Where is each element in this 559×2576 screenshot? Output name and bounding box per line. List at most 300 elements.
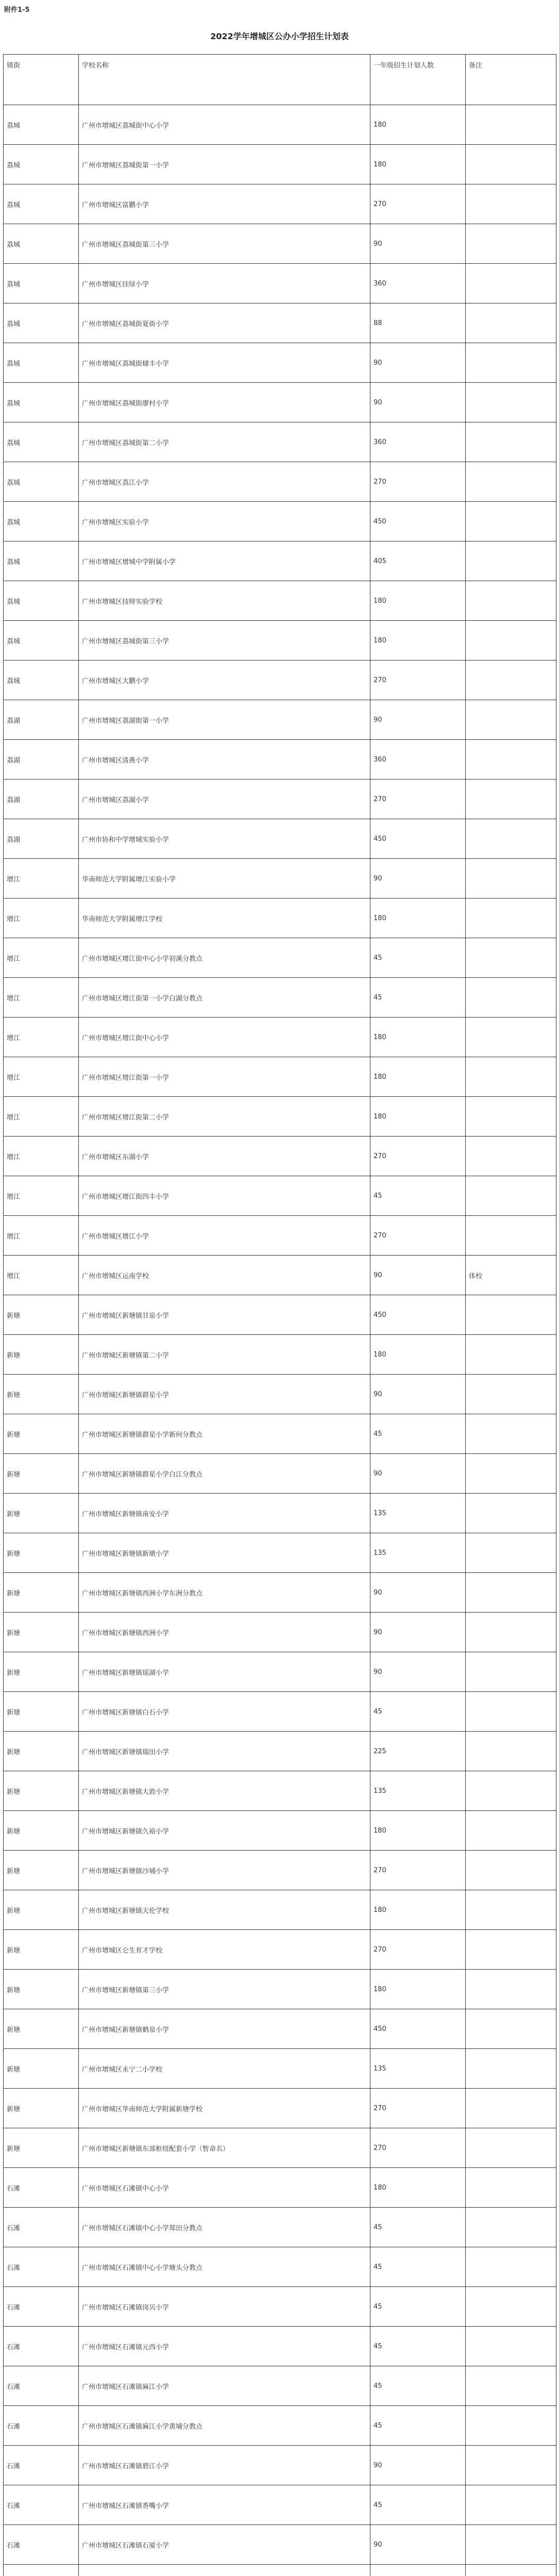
cell-town: 新塘 (4, 1613, 79, 1652)
cell-note (466, 660, 556, 700)
cell-town: 新塘 (4, 1771, 79, 1811)
cell-town: 新塘 (4, 1573, 79, 1613)
cell-school-name: 广州市增城区增江街中心小学初溪分教点 (79, 938, 370, 978)
cell-enrollment-count: 90 (370, 1613, 466, 1652)
cell-enrollment-count: 90 (370, 224, 466, 264)
cell-school-name: 广州市增城区增江小学 (79, 1216, 370, 1256)
cell-school-name: 广州市增城区石滩镇碧江小学 (79, 2446, 370, 2485)
cell-note (466, 978, 556, 1018)
cell-town: 增江 (4, 1097, 79, 1137)
cell-town: 石滩 (4, 2446, 79, 2485)
cell-school-name: 华南师范大学附属增江实验小学 (79, 859, 370, 899)
cell-school-name: 广州市增城区运南学校 (79, 1256, 370, 1295)
cell-note (466, 1930, 556, 1970)
cell-school-name: 广州市增城区荔城街第三小学 (79, 621, 370, 660)
cell-town: 新塘 (4, 1851, 79, 1890)
cell-note (466, 2406, 556, 2446)
cell-enrollment-count: 180 (370, 1970, 466, 2009)
cell-town: 增江 (4, 1176, 79, 1216)
cell-school-name: 广州市协和中学增城实验小学 (79, 819, 370, 859)
cell-town: 新塘 (4, 1930, 79, 1970)
cell-enrollment-count: 270 (370, 462, 466, 502)
cell-town: 荔城 (4, 343, 79, 383)
cell-school-name: 广州市增城区石滩镇中心小学郑田分教点 (79, 2208, 370, 2247)
cell-enrollment-count: 45 (370, 2485, 466, 2525)
cell-note (466, 2128, 556, 2168)
cell-enrollment-count: 180 (370, 1890, 466, 1930)
cell-town: 荔城 (4, 621, 79, 660)
table-row (4, 819, 556, 859)
table-row (4, 2247, 556, 2287)
cell-school-name: 广州市增城区新塘镇南安小学 (79, 1494, 370, 1533)
cell-school-name: 广州市增城区新塘镇第三小学 (79, 1970, 370, 2009)
cell-enrollment-count: 270 (370, 184, 466, 224)
table-row (4, 1295, 556, 1335)
cell-note (466, 1811, 556, 1851)
cell-school-name: 广州市增城区永宁二小学校 (79, 2049, 370, 2089)
table-row (4, 1454, 556, 1494)
enrollment-plan-table (3, 54, 556, 2576)
cell-note (466, 2327, 556, 2366)
cell-note (466, 462, 556, 502)
table-row (4, 1216, 556, 1256)
cell-town: 增江 (4, 938, 79, 978)
table-row (4, 1851, 556, 1890)
cell-town: 荔城 (4, 660, 79, 700)
cell-town: 新塘 (4, 1335, 79, 1375)
table-row (4, 1533, 556, 1573)
table-row (4, 1692, 556, 1732)
cell-enrollment-count: 180 (370, 1335, 466, 1375)
cell-note (466, 541, 556, 581)
cell-school-name: 广州市增城区新塘镇群星小学新何分教点 (79, 1414, 370, 1454)
cell-note (466, 2525, 556, 2565)
cell-enrollment-count: 90 (370, 1375, 466, 1414)
cell-town: 新塘 (4, 2009, 79, 2049)
cell-note (466, 1176, 556, 1216)
cell-school-name: 广州市增城区新塘镇久裕小学 (79, 1811, 370, 1851)
cell-enrollment-count: 180 (370, 105, 466, 145)
cell-town: 荔城 (4, 105, 79, 145)
cell-note (466, 1613, 556, 1652)
cell-town: 荔城 (4, 541, 79, 581)
cell-enrollment-count: 270 (370, 660, 466, 700)
cell-town: 石滩 (4, 2327, 79, 2366)
table-row (4, 105, 556, 145)
cell-note (466, 1970, 556, 2009)
header-school: 学校名称 (79, 55, 370, 105)
table-row (4, 1018, 556, 1057)
table-row (4, 2446, 556, 2485)
cell-town: 荔城 (4, 383, 79, 422)
cell-note (466, 1414, 556, 1454)
cell-town: 石滩 (4, 2287, 79, 2327)
cell-town: 新塘 (4, 2128, 79, 2168)
cell-school-name: 广州市增城区荔城街中心小学 (79, 105, 370, 145)
cell-note (466, 1454, 556, 1494)
cell-school-name: 华南师范大学附属增江学校 (79, 899, 370, 938)
table-row (4, 2208, 556, 2247)
cell-school-name: 广州市增城区石滩镇麻江小学黄埔分教点 (79, 2406, 370, 2446)
cell-note (466, 1494, 556, 1533)
cell-note (466, 2366, 556, 2406)
cell-school-name: 广州市增城区新塘镇群星小学白江分教点 (79, 1454, 370, 1494)
table-row (4, 184, 556, 224)
header-count: 一年级招生计划人数 (370, 55, 466, 105)
cell-enrollment-count: 135 (370, 1494, 466, 1533)
table-row (4, 899, 556, 938)
cell-note (466, 1573, 556, 1613)
cell-school-name: 广州市增城区新塘镇天伦学校 (79, 1890, 370, 1930)
cell-town: 新塘 (4, 1732, 79, 1771)
cell-note (466, 2089, 556, 2128)
table-row (4, 2406, 556, 2446)
table-row (4, 1335, 556, 1375)
cell-note (466, 1890, 556, 1930)
cell-school-name: 广州市增城区增江街第一小学白湖分教点 (79, 978, 370, 1018)
cell-enrollment-count: 180 (370, 1097, 466, 1137)
cell-note: 体校 (466, 1256, 556, 1295)
cell-school-name: 广州市增城区华南师范大学附属新塘学校 (79, 2089, 370, 2128)
cell-note (466, 938, 556, 978)
cell-note (466, 2485, 556, 2525)
cell-town: 增江 (4, 1256, 79, 1295)
cell-enrollment-count: 90 (370, 383, 466, 422)
cell-enrollment-count: 360 (370, 422, 466, 462)
table-row (4, 1137, 556, 1176)
cell-town: 增江 (4, 1216, 79, 1256)
table-row (4, 145, 556, 184)
cell-enrollment-count: 45 (370, 2366, 466, 2406)
table-row (4, 1057, 556, 1097)
cell-note (466, 2049, 556, 2089)
table-row (4, 502, 556, 541)
cell-school-name: 广州市增城区增城中学附属小学 (79, 541, 370, 581)
cell-enrollment-count: 45 (370, 2287, 466, 2327)
table-row (4, 1771, 556, 1811)
table-row (4, 1890, 556, 1930)
cell-note (466, 2247, 556, 2287)
table-row (4, 2327, 556, 2366)
cell-school-name: 广州市增城区增江街第一小学 (79, 1057, 370, 1097)
table-row (4, 2366, 556, 2406)
table-row (4, 978, 556, 1018)
cell-town: 增江 (4, 1057, 79, 1097)
cell-enrollment-count: 88 (370, 303, 466, 343)
cell-school-name: 广州市增城区新塘镇群星小学 (79, 1375, 370, 1414)
cell-town: 新塘 (4, 1454, 79, 1494)
cell-note (466, 1097, 556, 1137)
cell-enrollment-count: 180 (370, 899, 466, 938)
cell-note (466, 859, 556, 899)
table-row (4, 2089, 556, 2128)
cell-enrollment-count: 180 (370, 1057, 466, 1097)
cell-enrollment-count: 180 (370, 2168, 466, 2208)
cell-note (466, 700, 556, 740)
table-row (4, 2565, 556, 2576)
cell-enrollment-count: 90 (370, 1573, 466, 1613)
cell-town: 新塘 (4, 1295, 79, 1335)
cell-town: 荔城 (4, 224, 79, 264)
cell-town: 新塘 (4, 1533, 79, 1573)
cell-school-name: 广州市增城区石滩镇中心小学 (79, 2168, 370, 2208)
cell-enrollment-count: 270 (370, 779, 466, 819)
cell-enrollment-count: 450 (370, 819, 466, 859)
table-row (4, 1375, 556, 1414)
cell-enrollment-count: 90 (370, 1652, 466, 1692)
cell-note (466, 1732, 556, 1771)
cell-enrollment-count: 450 (370, 2009, 466, 2049)
cell-note (466, 1057, 556, 1097)
table-row (4, 2009, 556, 2049)
cell-note (466, 184, 556, 224)
cell-town: 石滩 (4, 2485, 79, 2525)
table-row (4, 1256, 556, 1295)
cell-note (466, 621, 556, 660)
cell-town: 新塘 (4, 1652, 79, 1692)
cell-enrollment-count: 90 (370, 2525, 466, 2565)
cell-note (466, 1851, 556, 1890)
cell-town: 荔城 (4, 422, 79, 462)
cell-town: 石滩 (4, 2525, 79, 2565)
cell-note (466, 264, 556, 303)
cell-note (466, 1018, 556, 1057)
cell-note (466, 105, 556, 145)
cell-note (466, 502, 556, 541)
cell-note (466, 899, 556, 938)
table-body (4, 55, 556, 2576)
table-row (4, 2287, 556, 2327)
cell-enrollment-count: 270 (370, 1137, 466, 1176)
cell-school-name: 广州市增城区新塘镇东部枢纽配套小学（暂命名） (79, 2128, 370, 2168)
cell-enrollment-count: 450 (370, 502, 466, 541)
cell-town: 新塘 (4, 1970, 79, 2009)
cell-school-name: 广州市增城区石滩镇石厦小学 (79, 2525, 370, 2565)
table-row (4, 938, 556, 978)
cell-town: 荔湖 (4, 779, 79, 819)
cell-town: 荔湖 (4, 700, 79, 740)
cell-enrollment-count: 180 (370, 581, 466, 621)
cell-school-name: 广州市增城区石滩镇麻江小学 (79, 2366, 370, 2406)
page-title: 2022学年增城区公办小学招生计划表 (210, 31, 349, 41)
table-row (4, 1176, 556, 1216)
cell-enrollment-count: 90 (370, 1454, 466, 1494)
cell-note (466, 224, 556, 264)
cell-note (466, 2287, 556, 2327)
cell-town: 荔城 (4, 581, 79, 621)
cell-town: 石滩 (4, 2366, 79, 2406)
cell-enrollment-count: 45 (370, 978, 466, 1018)
cell-note (466, 1692, 556, 1732)
cell-enrollment-count: 45 (370, 1414, 466, 1454)
table-row (4, 1652, 556, 1692)
cell-enrollment-count: 180 (370, 145, 466, 184)
cell-school-name: 广州市增城区荔城街棣丰小学 (79, 343, 370, 383)
cell-school-name: 广州市增城区清燕小学 (79, 740, 370, 779)
cell-school-name: 广州市增城区新塘镇甘泉小学 (79, 1295, 370, 1335)
cell-enrollment-count: 180 (370, 1018, 466, 1057)
cell-enrollment-count: 90 (370, 1256, 466, 1295)
table-header-row (4, 55, 556, 105)
cell-school-name: 广州市增城区石滩镇香嘴小学 (79, 2485, 370, 2525)
attachment-label: 附件1-5 (4, 6, 30, 14)
cell-school-name: 广州市增城区大鹏小学 (79, 660, 370, 700)
cell-town: 石滩 (4, 2247, 79, 2287)
table-row (4, 2049, 556, 2089)
cell-enrollment-count: 450 (370, 1295, 466, 1335)
cell-note (466, 1335, 556, 1375)
cell-town: 荔城 (4, 145, 79, 184)
cell-school-name: 广州市增城区新塘镇西洲小学 (79, 1613, 370, 1652)
cell-school-name: 广州市增城区新塘镇第二小学 (79, 1335, 370, 1375)
cell-school-name: 广州市增城区增江街第二小学 (79, 1097, 370, 1137)
cell-town: 石滩 (4, 2208, 79, 2247)
table-row (4, 740, 556, 779)
cell-note (466, 145, 556, 184)
cell-school-name: 广州市增城区荔城街第一小学 (79, 145, 370, 184)
cell-enrollment-count: 45 (370, 2247, 466, 2287)
table-row (4, 541, 556, 581)
cell-school-name: 广州市增城区荔城街第三小学 (79, 224, 370, 264)
cell-town: 新塘 (4, 2089, 79, 2128)
cell-town: 荔城 (4, 502, 79, 541)
cell-enrollment-count: 45 (370, 2327, 466, 2366)
cell-school-name: 广州市增城区荔城街廖村小学 (79, 383, 370, 422)
cell-note (466, 2565, 556, 2576)
cell-school-name: 广州市增城区新塘镇西洲小学东洲分教点 (79, 1573, 370, 1613)
cell-school-name: 广州市增城区荔湖街第一小学 (79, 700, 370, 740)
cell-note (466, 1295, 556, 1335)
cell-note (466, 1375, 556, 1414)
cell-enrollment-count: 45 (370, 1692, 466, 1732)
cell-town: 荔城 (4, 303, 79, 343)
table-row (4, 779, 556, 819)
cell-enrollment-count: 270 (370, 1851, 466, 1890)
cell-enrollment-count: 90 (370, 700, 466, 740)
cell-town: 新塘 (4, 1375, 79, 1414)
table-row (4, 343, 556, 383)
cell-town (4, 2565, 79, 2576)
cell-school-name: 广州市增城区荔城街第二小学 (79, 422, 370, 462)
cell-school-name: 广州市增城区增江街四丰小学 (79, 1176, 370, 1216)
cell-note (466, 1216, 556, 1256)
cell-school-name: 广州市增城区新塘镇瑶湖小学 (79, 1652, 370, 1692)
cell-town: 新塘 (4, 1890, 79, 1930)
cell-school-name: 广州市增城区荔城街夏街小学 (79, 303, 370, 343)
cell-school-name: 广州市增城区仑生育才学校 (79, 1930, 370, 1970)
cell-note (466, 2168, 556, 2208)
cell-town: 荔城 (4, 462, 79, 502)
cell-school-name: 广州市增城区富鹏小学 (79, 184, 370, 224)
cell-note (466, 2446, 556, 2485)
table-row (4, 303, 556, 343)
cell-school-name: 广州市增城区石滩镇元西小学 (79, 2327, 370, 2366)
table-row (4, 1970, 556, 2009)
cell-enrollment-count: 45 (370, 2406, 466, 2446)
cell-town: 荔城 (4, 184, 79, 224)
cell-town: 增江 (4, 1018, 79, 1057)
table-row (4, 581, 556, 621)
cell-school-name: 广州市增城区新塘镇瑞田小学 (79, 1732, 370, 1771)
cell-town: 新塘 (4, 1414, 79, 1454)
cell-town: 新塘 (4, 1692, 79, 1732)
cell-town: 增江 (4, 1137, 79, 1176)
cell-enrollment-count: 45 (370, 2208, 466, 2247)
cell-town: 新塘 (4, 1811, 79, 1851)
cell-town: 新塘 (4, 2049, 79, 2089)
cell-town: 增江 (4, 899, 79, 938)
table-row (4, 1811, 556, 1851)
cell-school-name: 广州市增城区荔湖小学 (79, 779, 370, 819)
header-town: 镇街 (4, 55, 79, 105)
table-row (4, 383, 556, 422)
cell-enrollment-count: 405 (370, 541, 466, 581)
cell-enrollment-count: 225 (370, 1732, 466, 1771)
cell-school-name: 广州市增城区增江街中心小学 (79, 1018, 370, 1057)
cell-note (466, 422, 556, 462)
cell-enrollment-count: 270 (370, 2089, 466, 2128)
table-row (4, 2525, 556, 2565)
cell-school-name: 广州市增城区新塘镇大敦小学 (79, 1771, 370, 1811)
cell-enrollment-count: 135 (370, 1771, 466, 1811)
cell-note (466, 740, 556, 779)
cell-enrollment-count: 45 (370, 1176, 466, 1216)
cell-enrollment-count: 180 (370, 1811, 466, 1851)
cell-school-name: 广州市增城区新塘镇鹤泉小学 (79, 2009, 370, 2049)
cell-note (466, 779, 556, 819)
cell-school-name: 广州市增城区东湖小学 (79, 1137, 370, 1176)
cell-enrollment-count: 90 (370, 343, 466, 383)
cell-note (466, 1137, 556, 1176)
cell-school-name: 广州市增城区新塘镇白石小学 (79, 1692, 370, 1732)
table-row (4, 2128, 556, 2168)
cell-enrollment-count: 180 (370, 621, 466, 660)
cell-school-name: 广州市增城区实验小学 (79, 502, 370, 541)
cell-enrollment-count: 360 (370, 264, 466, 303)
cell-note (466, 581, 556, 621)
cell-enrollment-count: 90 (370, 2446, 466, 2485)
table-row (4, 660, 556, 700)
cell-enrollment-count: 270 (370, 1216, 466, 1256)
cell-enrollment-count: 360 (370, 740, 466, 779)
cell-note (466, 1771, 556, 1811)
cell-school-name: 广州市增城区石滩镇中心小学塘头分教点 (79, 2247, 370, 2287)
cell-enrollment-count: 135 (370, 2049, 466, 2089)
table-row (4, 1097, 556, 1137)
table-row (4, 1494, 556, 1533)
cell-school-name: 广州市增城区技师实验学校 (79, 581, 370, 621)
table-row (4, 422, 556, 462)
cell-enrollment-count: 45 (370, 938, 466, 978)
table-row (4, 1414, 556, 1454)
header-note: 备注 (466, 55, 556, 105)
cell-note (466, 819, 556, 859)
table-row (4, 1732, 556, 1771)
cell-note (466, 1533, 556, 1573)
cell-enrollment-count: 270 (370, 2128, 466, 2168)
table-row (4, 1930, 556, 1970)
table-row (4, 859, 556, 899)
table-row (4, 700, 556, 740)
cell-enrollment-count (370, 2565, 466, 2576)
cell-note (466, 343, 556, 383)
cell-school-name: 广州市增城区荔江小学 (79, 462, 370, 502)
cell-enrollment-count: 135 (370, 1533, 466, 1573)
table-row (4, 1573, 556, 1613)
cell-school-name: 广州市增城区新塘镇新墩小学 (79, 1533, 370, 1573)
table-row (4, 2168, 556, 2208)
cell-town: 新塘 (4, 1494, 79, 1533)
